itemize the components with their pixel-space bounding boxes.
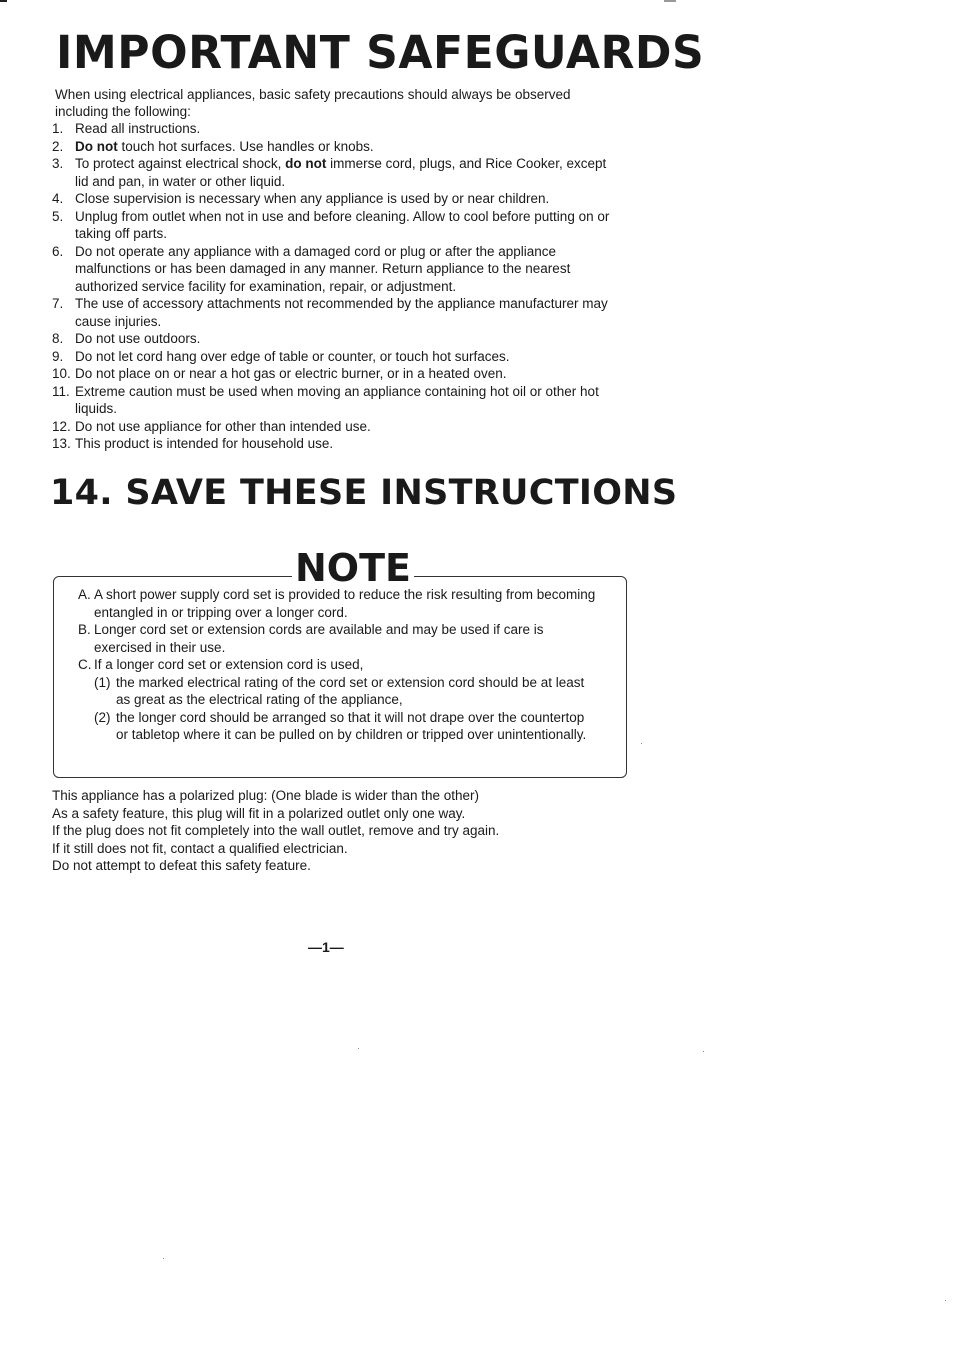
item-text: Do not use outdoors. [75, 331, 201, 346]
note-label: A. [78, 587, 91, 602]
item-emphasis: Do not [75, 138, 118, 154]
note-subitem [78, 709, 598, 744]
plug-line: Do not attempt to defeat this safety feature. [52, 858, 311, 873]
item-text: This product is intended for household use. [75, 436, 334, 451]
speck [703, 1051, 704, 1052]
scan-mark [664, 0, 676, 2]
item-text: Close supervision is necessary when any appliance is used by or near children. [75, 191, 550, 206]
note-subtext: the marked electrical rating of the cord set or extension cord should be at least as great as the electrical rating of the appliance, [116, 674, 585, 707]
note-sublabel: (1) [94, 674, 111, 690]
intro-text: When using electrical appliances, basic safety precautions should always be observed including the following: [55, 87, 571, 119]
item-number: 5. [52, 208, 64, 224]
item-text: Do not use appliance for other than intended use. [75, 418, 371, 434]
item-text: Do not place on or near a hot gas or electric burner, or in a heated oven. [75, 366, 507, 381]
item-text: touch hot surfaces. Use handles or knobs. [117, 138, 374, 154]
page-title: IMPORTANT SAFEGUARDS [56, 26, 705, 79]
item-text: Do not let cord hang over edge of table or counter, or touch hot surfaces. [75, 348, 510, 364]
item-text: Extreme caution must be used when moving an appliance containing hot oil or other hot liquids. [75, 383, 599, 416]
item-number: 13. [52, 436, 71, 451]
note-text: If a longer cord set or extension cord is used, [94, 657, 364, 672]
item-number: 3. [52, 156, 64, 171]
list-item [52, 120, 612, 138]
plug-line: This appliance has a polarized plug: (One blade is wider than the other) [52, 788, 480, 803]
list-item [52, 295, 612, 330]
page-number: —1— [308, 939, 344, 955]
note-label: C. [78, 657, 92, 672]
speck [163, 1258, 164, 1259]
note-text: A short power supply cord set is provided to reduce the risk resulting from becoming entangled in or tripping over a longer cord. [94, 587, 596, 620]
item-number: 10. [52, 366, 71, 381]
list-item [52, 365, 612, 383]
speck [358, 1048, 359, 1049]
scan-mark [0, 0, 7, 2]
note-subtext: the longer cord should be arranged so that it will not drape over the countertop or tabletop where it can be pulled on by children or tripped over unintentionally. [116, 709, 587, 742]
note-title: NOTE [292, 546, 414, 590]
item-number: 6. [52, 243, 64, 259]
list-item [52, 138, 612, 156]
note-text: Longer cord set or extension cords are available and may be used if care is exercised in their use. [94, 622, 544, 655]
list-item [52, 190, 612, 208]
item-text: Unplug from outlet when not in use and before cleaning. Allow to cool before putting on or taking off parts. [75, 208, 610, 241]
item-number: 4. [52, 191, 64, 206]
item-number: 9. [52, 348, 64, 364]
note-label: B. [78, 622, 91, 637]
plug-line: If the plug does not fit completely into the wall outlet, remove and try again. [52, 823, 500, 838]
list-item [52, 435, 612, 453]
note-item [78, 621, 598, 656]
polarized-plug-notice [52, 787, 612, 875]
speck [945, 1300, 946, 1301]
item-number: 1. [52, 121, 64, 136]
list-item [52, 155, 612, 190]
note-list [78, 586, 598, 744]
item-number: 7. [52, 296, 64, 311]
plug-line: If it still does not fit, contact a qualified electrician. [52, 840, 348, 856]
save-instructions-heading: 14. SAVE THESE INSTRUCTIONS [50, 473, 678, 513]
speck [641, 743, 642, 744]
list-item [52, 418, 612, 436]
note-item [78, 586, 598, 621]
item-text: To protect against electrical shock, [75, 156, 286, 171]
item-text: Read all instructions. [75, 121, 201, 136]
item-text: immerse cord, plugs, and Rice Cooker, except lid and pan, in water or other liquid. [75, 156, 607, 189]
item-number: 11. [52, 383, 70, 399]
note-sublabel: (2) [94, 709, 111, 725]
list-item [52, 383, 612, 418]
note-subitem [78, 674, 598, 709]
item-text: Do not operate any appliance with a damaged cord or plug or after the appliance malfunctions or has been damaged in any manner. Return appliance to the nearest authorized service facility for examination, repair, or adjustment. [75, 243, 571, 294]
item-number: 8. [52, 331, 64, 346]
item-number: 2. [52, 138, 64, 154]
note-item [78, 656, 598, 674]
item-number: 12. [52, 418, 71, 434]
plug-line: As a safety feature, this plug will fit in a polarized outlet only one way. [52, 805, 466, 821]
item-text: The use of accessory attachments not recommended by the appliance manufacturer may cause injuries. [75, 296, 608, 329]
list-item [52, 330, 612, 348]
list-item [52, 348, 612, 366]
list-item [52, 243, 612, 296]
safeguards-list [52, 120, 612, 453]
list-item [52, 208, 612, 243]
item-emphasis: do not [285, 156, 327, 171]
